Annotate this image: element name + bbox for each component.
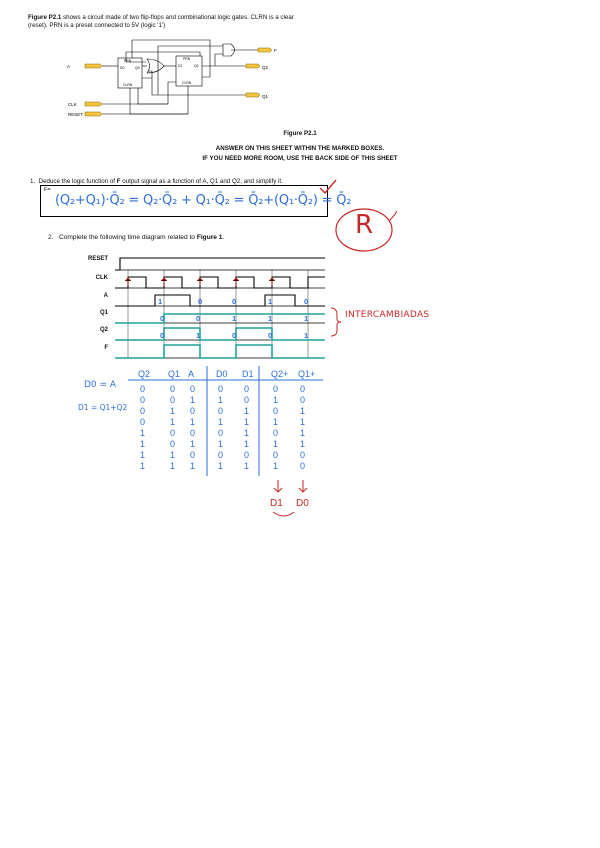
truth-table-cell: 0 [273,450,279,460]
truth-table-cell: 0 [140,395,146,405]
ff1-q-label: Q1 [194,64,199,68]
a-mark-3: 0 [232,297,237,306]
truth-table-cell: 1 [273,417,279,427]
q2-mark-3: 0 [232,331,237,340]
d0-label: D0 [296,498,309,509]
input-a-label: A [67,64,71,69]
truth-table-cell: 0 [273,384,279,394]
circuit-diagram [60,38,290,122]
question1-bold: F [116,178,121,185]
truth-table-cell: 1 [244,461,250,471]
truth-table-cell: 0 [300,384,306,394]
question2-body: Complete the following time diagram related to [59,234,197,241]
truth-table-cell: 1 [190,439,196,449]
truth-table-cell: 1 [273,395,279,405]
ff1-prn-label: PRN [183,57,191,61]
q1-mark-2: 0 [196,314,201,323]
q1-mark-1: 0 [160,314,165,323]
truth-table-cell: 0 [300,461,306,471]
truth-table-cell: 1 [218,395,224,405]
truth-table-cell: 1 [140,461,146,471]
question2-text [48,234,224,241]
ff1-d-label: D1 [178,64,183,68]
swap-note: INTERCAMBIADAS [345,310,430,320]
truth-table-cell: 0 [190,384,196,394]
a-mark-5: 0 [304,297,309,306]
truth-table-cell: 1 [140,450,146,460]
truth-table-cell: 0 [190,428,196,438]
truth-table-cell: 0 [300,395,306,405]
truth-table-cell: 0 [244,450,250,460]
question2-number: 2. [48,234,54,241]
question1-after: output signal as a function of A, Q1 and Q2, and simplify it. [120,178,283,185]
timing-diagram [110,250,330,360]
ff1-clrn-label: CLRN [182,81,192,85]
truth-table-cell: 0 [140,417,146,427]
truth-table-cell: 0 [218,450,224,460]
truth-table-header: D1 [242,369,254,379]
truth-table-cell: 1 [170,406,176,416]
truth-table-cell: 1 [244,428,250,438]
signal-label-q2: Q2 [99,327,108,333]
truth-table-cell: 1 [300,417,306,427]
signal-label-clk: CLK [95,275,108,281]
truth-table-cell: 1 [218,461,224,471]
answer-box-f[interactable] [40,185,352,217]
truth-table-cell: 0 [140,406,146,416]
signal-label-f: F [104,345,108,351]
grade-mark: R [355,210,374,240]
figure-caption: Figure P2.1 [283,130,317,137]
truth-table-header: Q1+ [298,369,316,379]
ff0-q-label: Q0 [135,66,140,70]
q1-mark-4: 1 [268,314,273,323]
truth-table-cell: 1 [300,439,306,449]
output-q1-label: Q1 [262,94,269,99]
question1-number: 1. [30,178,36,185]
signal-label-q1: Q1 [99,310,108,316]
truth-table-cell: 0 [218,428,224,438]
output-f-label: F [274,48,277,53]
truth-table-header: Q2 [138,369,151,379]
question1-before: Deduce the logic function of [38,178,117,185]
q1-mark-5: 1 [304,314,309,323]
truth-table-cell: 0 [300,450,306,460]
question2-end: . [222,234,225,241]
truth-table-cell: 0 [218,406,224,416]
truth-table-cell: 0 [273,406,279,416]
q2-mark-4: 0 [268,331,273,340]
truth-table-cell: 1 [140,439,146,449]
truth-table-cell: 0 [244,384,250,394]
truth-table-cell: 0 [273,428,279,438]
intro-text [28,14,348,30]
truth-table-cell: 1 [140,428,146,438]
intro-line1: shows a circuit made of two flip-flops and combinational logic gates. CLRN is a clear [61,14,294,21]
output-q2-label: Q2 [262,65,269,70]
q2-mark-5: 1 [304,331,309,340]
checkmark-icon [318,178,338,198]
truth-table-cell: 1 [300,428,306,438]
truth-table-cell: 0 [244,395,250,405]
truth-table-cell: 1 [244,417,250,427]
truth-table-header: A [188,369,195,379]
f-answer-handwritten: (Q₂+Q₁)·Q̄₂ = Q₂·Q̄₂ + Q₁·Q̄₂ = Q̄₂+(Q₁·Q̄₂) = Q̄₂ [55,193,352,208]
figure-reference: Figure P2.1 [28,14,62,21]
truth-table-cell: 1 [190,417,196,427]
truth-table-cell: 0 [170,384,176,394]
truth-table-cell: 1 [244,406,250,416]
truth-table-cell: 0 [218,384,224,394]
truth-table-cell: 0 [170,428,176,438]
truth-table-cell: 1 [190,461,196,471]
equation-d1: D1 = Q1+Q2 [78,403,128,412]
truth-table-cell: 1 [170,450,176,460]
truth-table-cell: 1 [218,439,224,449]
instruction-line1: ANSWER ON THIS SHEET WITHIN THE MARKED BOXES. [215,145,385,152]
answer-box-label: F= [44,187,51,193]
a-mark-2: 0 [198,297,203,306]
input-clk-label: CLK [68,102,77,107]
truth-table-header: Q2+ [271,369,289,379]
truth-table-cell: 1 [244,439,250,449]
ff0-clrn-label: CLRN [123,83,133,87]
truth-table-cell: 1 [273,439,279,449]
q2-mark-2: 1 [196,331,201,340]
signal-label-a: A [103,293,108,299]
q1-mark-3: 1 [232,314,237,323]
truth-table-header: D0 [216,369,228,379]
equation-d0: D0 = A [84,380,117,390]
truth-table-cell: 0 [190,450,196,460]
ff0-d-label: D0 [120,66,125,70]
truth-table-cell: 0 [140,384,146,394]
a-mark-1: 1 [158,297,163,306]
truth-table-cell: 1 [218,417,224,427]
input-reset-label: RESET [68,112,84,117]
truth-table-cell: 1 [170,461,176,471]
question2-bold: Figure 1 [196,234,223,241]
truth-table-cell: 1 [170,417,176,427]
q2-mark-1: 0 [160,331,165,340]
a-mark-4: 1 [268,297,273,306]
bracket-icon [328,306,344,338]
truth-table-header: Q1 [168,369,181,379]
signal-label-reset: RESET [87,256,108,262]
instruction-line2: IF YOU NEED MORE ROOM, USE THE BACK SIDE OF THIS SHEET [202,155,398,162]
truth-table-cell: 0 [170,395,176,405]
truth-table [128,364,328,536]
intro-line2: (reset). PRN is a preset connected to 5V (logic '1') [28,22,166,30]
truth-table-cell: 1 [273,461,279,471]
truth-table-cell: 0 [190,406,196,416]
truth-table-cell: 0 [170,439,176,449]
ff0-prn-label: PRN [124,59,132,63]
question1-text [30,178,283,185]
truth-table-cell: 1 [300,406,306,416]
truth-table-cell: 1 [190,395,196,405]
d1-label: D1 [270,498,283,509]
